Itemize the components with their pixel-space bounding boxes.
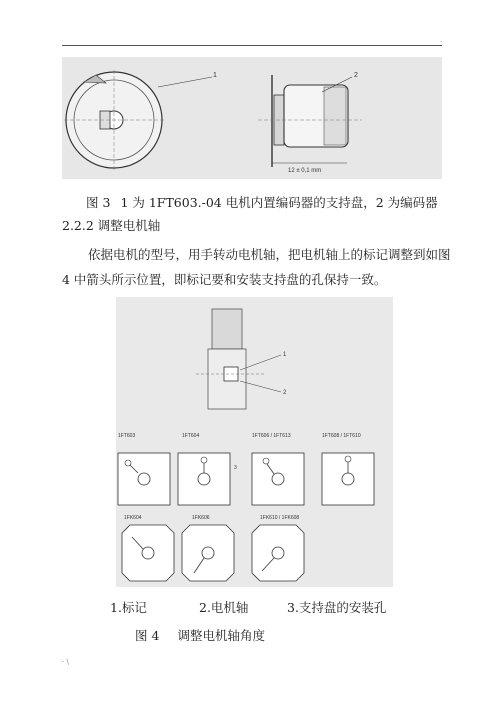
figure-3-caption-label: 图 3 (86, 195, 111, 210)
footer-mark: · \ (62, 658, 69, 666)
variant-1FK606 (182, 515, 234, 581)
flange-square (252, 453, 304, 505)
variant-label: 1FT604 (182, 433, 200, 439)
callout-1-label: 1 (213, 72, 217, 79)
variant-label: 1FT608 / 1FT610 (322, 433, 361, 439)
header-rule (62, 45, 442, 46)
legend-item-mark: 1.标记 (110, 600, 147, 615)
flange-square (178, 453, 230, 505)
variant-1FK610-1FK608 (252, 515, 304, 581)
figure-3-caption (86, 193, 438, 211)
figure-4-image (116, 297, 393, 587)
dimension-label: 12 ± 0,1 mm (288, 168, 322, 174)
header-mark: · (440, 38, 443, 46)
flange-square (322, 453, 374, 505)
callout-2-label: 2 (283, 390, 287, 396)
flange-shape (182, 525, 234, 581)
callout-1-label: 1 (283, 352, 287, 358)
flange-shape (252, 525, 304, 581)
variant-label: 1FT606 / 1FT613 (252, 433, 291, 439)
legend-item-mount-hole: 3.支持盘的安装孔 (287, 600, 387, 615)
variant-label: 1FK610 / 1FK608 (260, 515, 300, 521)
encoder-cap (324, 87, 346, 145)
shaft-alignment-drawing (116, 297, 393, 587)
variant-1FT604 (178, 433, 237, 505)
figure-4-caption (135, 626, 265, 644)
callout-3-label: 3 (234, 465, 237, 471)
section-heading: 2.2.2 调整电机轴 (62, 218, 161, 233)
callout-2-label: 2 (354, 72, 358, 79)
variant-label: 1FT603 (118, 433, 136, 439)
variant-1FT608-1FT610 (322, 433, 374, 505)
legend-item-motor-shaft: 2.电机轴 (199, 600, 249, 615)
variant-label: 1FK604 (124, 515, 142, 521)
variant-1FT603 (118, 433, 170, 505)
body-paragraph: 依据电机的型号，用手转动电机轴，把电机轴上的标记调整到如图 4 中箭头所示位置，即标记要和安装支持盘的孔保持一致。 (62, 247, 451, 287)
figure-3-caption-text: 1 为 1FT603.-04 电机内置编码器的支持盘，2 为编码器 (120, 195, 438, 210)
flange-shape (122, 525, 174, 581)
motor-housing-top (212, 309, 242, 349)
variant-1FT606-1FT613 (252, 433, 304, 505)
figure-4-caption-text: 调整电机轴角度 (177, 628, 265, 643)
variant-label: 1FK606 (192, 515, 210, 521)
encoder-drawing (62, 57, 442, 179)
callout-1-line (158, 77, 212, 87)
figure-4-caption-label: 图 4 (135, 628, 160, 643)
figure-3-image (62, 57, 442, 179)
variant-1FK604 (122, 515, 174, 581)
